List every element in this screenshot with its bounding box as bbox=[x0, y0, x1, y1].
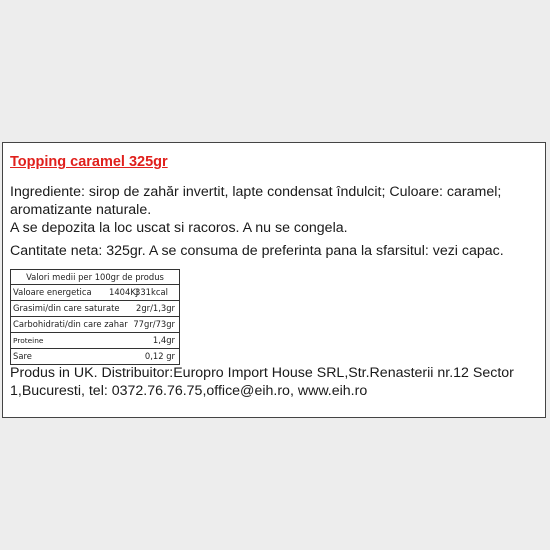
nutrition-row-salt bbox=[11, 349, 179, 364]
storage-line: A se depozita la loc uscat si racoros. A nu se congela. bbox=[10, 220, 348, 236]
ingredients-text bbox=[10, 183, 501, 237]
nutrition-value: 77gr/73gr bbox=[133, 319, 175, 329]
product-title: Topping caramel 325gr bbox=[10, 154, 168, 170]
producer-line: 1,Bucuresti, tel: 0372.76.76.75,office@eih.ro, www.eih.ro bbox=[10, 383, 368, 399]
nutrition-label: Grasimi/din care saturate bbox=[13, 303, 120, 313]
nutrition-table-header: Valori medii per 100gr de produs bbox=[11, 270, 179, 285]
nutrition-label: Proteine bbox=[13, 336, 44, 345]
nutrition-label: Carbohidrati/din care zahar bbox=[13, 319, 128, 329]
nutrition-value-kcal: 331kcal bbox=[135, 287, 168, 297]
producer-line: Produs in UK. Distribuitor:Europro Import House SRL,Str.Renasterii nr.12 Sector bbox=[10, 365, 514, 381]
nutrition-table bbox=[10, 269, 180, 365]
nutrition-value: 2gr/1,3gr bbox=[136, 303, 175, 313]
quantity-text: Cantitate neta: 325gr. A se consuma de preferinta pana la sfarsitul: vezi capac. bbox=[10, 243, 504, 259]
nutrition-value: 0,12 gr bbox=[144, 351, 175, 361]
nutrition-row-fat bbox=[11, 301, 179, 317]
nutrition-row-protein bbox=[11, 333, 179, 349]
nutrition-label: Sare bbox=[13, 351, 32, 361]
ingredients-line: Ingrediente: sirop de zahăr invertit, lapte condensat îndulcit; Culoare: caramel; bbox=[10, 184, 502, 200]
nutrition-row-carbs bbox=[11, 317, 179, 333]
ingredients-line: aromatizante naturale. bbox=[10, 202, 152, 218]
product-label bbox=[2, 142, 546, 418]
nutrition-value-kj: 1404KJ bbox=[109, 287, 139, 297]
nutrition-row-energy bbox=[11, 285, 179, 301]
producer-text bbox=[10, 364, 514, 400]
nutrition-value: 1,4gr bbox=[152, 335, 175, 345]
nutrition-label: Valoare energetica bbox=[13, 287, 92, 297]
